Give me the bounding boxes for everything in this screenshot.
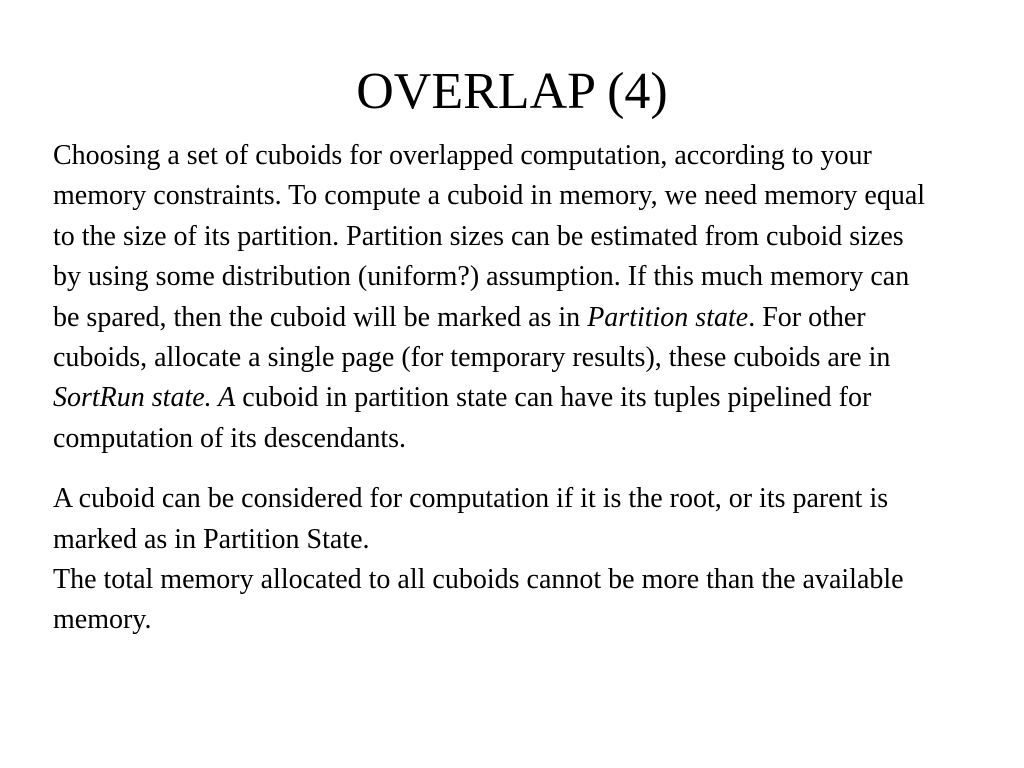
slide-body — [53, 136, 933, 641]
constraint-root-or-parent: A cuboid can be considered for computation if it is the root, or its parent is marked as in Partition State. — [53, 483, 889, 555]
paragraph-text: . For other cuboids, allocate a single page (for temporary results), these cuboids are in — [53, 301, 891, 374]
paragraph-text: Choosing a set of cuboids for overlapped computation, according to your memory constraints. To compute a cuboid in memory, we need memory equal to the size of its partition. Partition sizes can be estimated from cuboid sizes by using some distribution (uniform?) assumption. If this much memory can be spared, then the cuboid will be marked as in — [53, 140, 926, 333]
partition-state-term: Partition state — [587, 301, 749, 333]
slide-title: OVERLAP (4) — [356, 63, 668, 120]
paragraph-text: cuboid in partition state can have its tuples pipelined for computation of its descendants. — [53, 382, 872, 454]
constraint-total-memory: The total memory allocated to all cuboids cannot be more than the available memory. — [53, 564, 904, 636]
paragraph-partition-states — [53, 136, 933, 459]
paragraph-constraints — [53, 479, 933, 641]
sortrun-state-term: SortRun state. A — [53, 382, 236, 414]
